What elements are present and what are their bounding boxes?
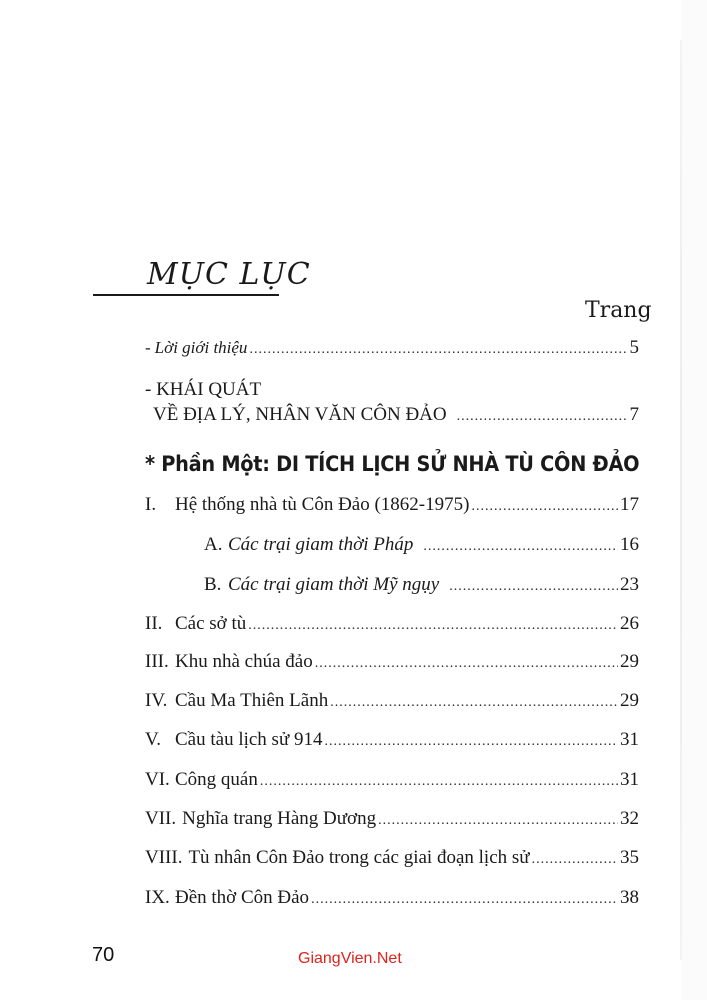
leader-dots bbox=[325, 731, 618, 753]
toc-entry-page: 35 bbox=[620, 847, 639, 868]
toc-entry-label: Các trại giam thời Mỹ ngụy bbox=[228, 574, 440, 595]
toc-entry-number: VII. bbox=[145, 808, 177, 829]
page-fold-line bbox=[680, 40, 682, 960]
toc-entry-number: IX. bbox=[145, 887, 170, 908]
toc-entry-number: V. bbox=[145, 729, 162, 750]
toc-entry-intro[interactable] bbox=[145, 337, 639, 361]
leader-dots bbox=[248, 615, 618, 637]
toc-entry-label: Nghĩa trang Hàng Dương bbox=[182, 808, 377, 829]
toc-entry[interactable] bbox=[145, 729, 639, 753]
toc-entry-number: II. bbox=[145, 613, 163, 634]
toc-entry-label: Lời giới thiệu bbox=[154, 338, 248, 357]
page-number: 70 bbox=[92, 944, 115, 966]
leader-dots bbox=[449, 576, 618, 598]
toc-entry-label: Đền thờ Côn Đảo bbox=[175, 887, 310, 908]
toc-entry-label: Cầu tàu lịch sử 914 bbox=[175, 729, 323, 750]
toc-entry-prefix: - bbox=[145, 338, 151, 357]
toc-entry[interactable] bbox=[145, 769, 639, 793]
toc-entry[interactable] bbox=[145, 847, 639, 871]
toc-entry-page: 29 bbox=[620, 651, 639, 672]
toc-entry[interactable] bbox=[145, 808, 639, 832]
leader-dots bbox=[249, 339, 627, 361]
toc-entry[interactable] bbox=[145, 494, 639, 518]
toc-entry-page: 31 bbox=[620, 729, 639, 750]
leader-dots bbox=[311, 889, 618, 911]
toc-entry[interactable] bbox=[145, 887, 639, 911]
toc-entry-label: Khu nhà chúa đảo bbox=[175, 651, 313, 672]
leader-dots bbox=[330, 692, 618, 714]
leader-dots bbox=[260, 771, 618, 793]
toc-entry-number: VI. bbox=[145, 769, 170, 790]
toc-entry-page: 23 bbox=[620, 574, 639, 595]
leader-dots bbox=[471, 496, 618, 518]
toc-entry-page: 38 bbox=[620, 887, 639, 908]
toc-entry-page: 7 bbox=[629, 404, 639, 425]
toc-entry-page: 17 bbox=[620, 494, 639, 515]
toc-entry-page: 29 bbox=[620, 690, 639, 711]
toc-entry-number: IV. bbox=[145, 690, 168, 711]
toc-entry-page: 31 bbox=[620, 769, 639, 790]
title-underline bbox=[93, 294, 279, 296]
leader-dots bbox=[457, 406, 628, 428]
toc-entry-label: Tù nhân Côn Đảo trong các giai đoạn lịch sử bbox=[188, 847, 530, 868]
toc-entry[interactable] bbox=[145, 690, 639, 714]
toc-title: MỤC LỤC bbox=[147, 257, 311, 292]
toc-entry-label: Các trại giam thời Pháp bbox=[228, 534, 414, 555]
leader-dots bbox=[378, 810, 618, 832]
leader-dots bbox=[532, 849, 618, 871]
leader-dots bbox=[315, 653, 618, 675]
toc-entry-overview[interactable] bbox=[153, 404, 639, 428]
toc-entry-page: 32 bbox=[620, 808, 639, 829]
part-one-heading: * Phần Một: DI TÍCH LỊCH SỬ NHÀ TÙ CÔN ĐẢO bbox=[145, 452, 640, 476]
watermark-link[interactable]: GiangVien.Net bbox=[298, 950, 402, 967]
toc-entry-number: B. bbox=[204, 574, 222, 595]
page-column-header: Trang bbox=[585, 298, 652, 323]
toc-entry[interactable] bbox=[145, 651, 639, 675]
toc-entry-number: VIII. bbox=[145, 847, 183, 868]
toc-subentry[interactable] bbox=[204, 574, 639, 598]
toc-entry-number: A. bbox=[204, 534, 223, 555]
toc-entry-label: Hệ thống nhà tù Côn Đảo (1862-1975) bbox=[175, 494, 470, 515]
toc-subentry[interactable] bbox=[204, 534, 639, 558]
toc-entry-number: I. bbox=[145, 494, 157, 515]
toc-entry-number: III. bbox=[145, 651, 169, 672]
toc-entry-page: 5 bbox=[629, 337, 639, 358]
toc-entry-label: Các sở tù bbox=[175, 613, 247, 634]
toc-entry-page: 26 bbox=[620, 613, 639, 634]
toc-entry-label: VỀ ĐỊA LÝ, NHÂN VĂN CÔN ĐẢO bbox=[153, 404, 447, 425]
toc-entry-label: Cầu Ma Thiên Lãnh bbox=[175, 690, 329, 711]
leader-dots bbox=[423, 536, 618, 558]
toc-entry-label: Công quán bbox=[175, 769, 258, 790]
toc-entry-page: 16 bbox=[620, 534, 639, 555]
toc-entry[interactable] bbox=[145, 613, 639, 637]
toc-entry-overview-line1: - KHÁI QUÁT bbox=[145, 379, 262, 400]
page-edge-shade bbox=[682, 0, 707, 1000]
